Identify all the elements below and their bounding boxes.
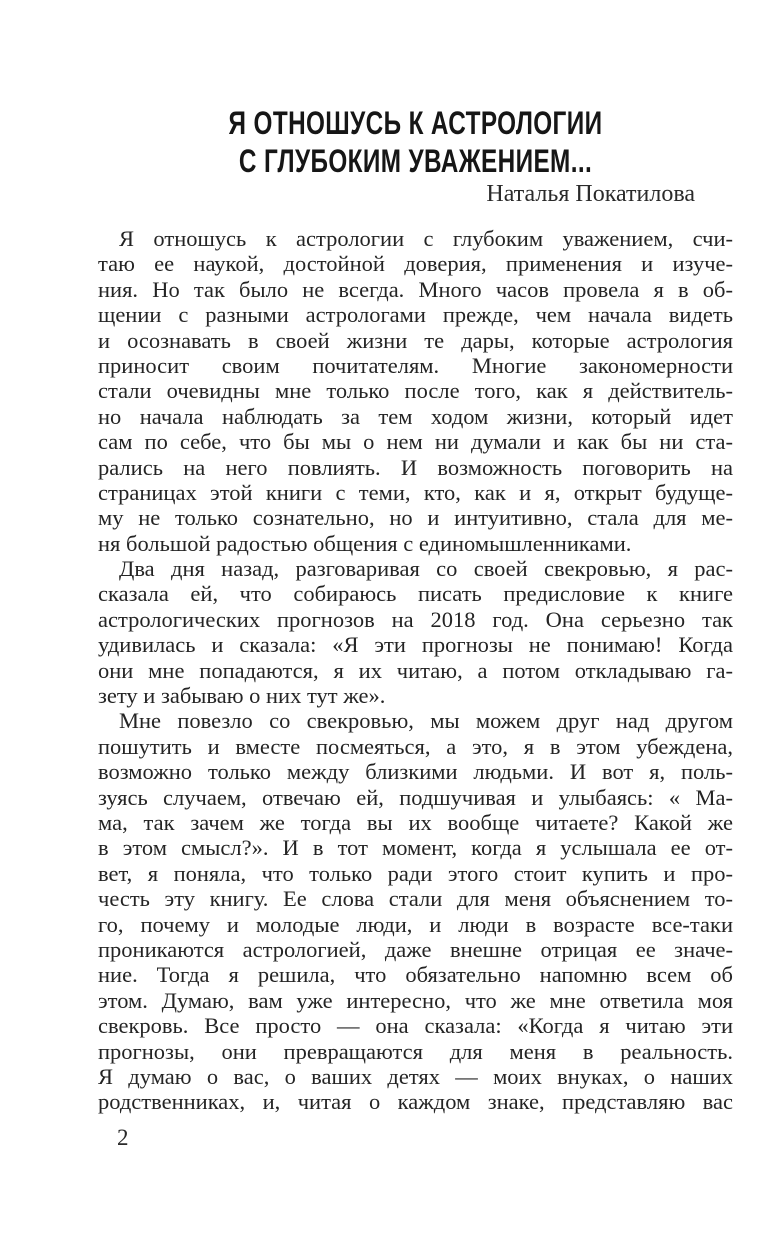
text-line: возможно только между близкими людьми. И вот я, поль- <box>98 759 733 785</box>
text-line: ня большой радостью общения с единомышленниками. <box>98 530 632 556</box>
text-line: вет, я поняла, что только ради этого стоит купить и про- <box>98 860 733 886</box>
page-number: 2 <box>117 1125 129 1150</box>
text-line: сам по себе, что бы мы о нем ни думали и как бы ни ста- <box>98 429 733 455</box>
text-line: зуясь случаем, отвечаю ей, подшучивая и улыбаясь: « Ма- <box>98 784 733 810</box>
text-line: удивилась и сказала: «Я эти прогнозы не понимаю! Когда <box>98 632 733 658</box>
text-line: рались на него повлиять. И возможность поговорить на <box>98 454 733 480</box>
text-line: Я думаю о вас, о ваших детях — моих внуках, о наших <box>98 1063 733 1089</box>
chapter-title <box>174 104 657 180</box>
text-line: Я отношусь к астрологии с глубоким уважением, счи- <box>119 226 733 251</box>
text-line: в этом смысл?». И в тот момент, когда я услышала ее от- <box>98 835 733 861</box>
text-line: щении с разными астрологами прежде, чем начала видеть <box>98 302 733 328</box>
text-line: но начала наблюдать за тем ходом жизни, который идет <box>98 403 733 429</box>
paragraph <box>98 226 733 556</box>
text-line: честь эту книгу. Ее слова стали для меня объяснением то- <box>98 886 733 912</box>
paragraph <box>98 556 733 708</box>
text-line: свекровь. Все просто — она сказала: «Когда я читаю эти <box>98 1013 733 1039</box>
text-line: ма, так зачем же тогда вы их вообще читаете? Какой же <box>98 809 733 835</box>
paragraph <box>98 708 733 1114</box>
text-line: го, почему и молодые люди, и люди в возрасте все-таки <box>98 911 733 937</box>
text-line: прогнозы, они превращаются для меня в реальность. <box>98 1038 733 1064</box>
text-line: ние. Тогда я решила, что обязательно напомню всем об <box>98 962 733 988</box>
text-line: проникаются астрологией, даже внешне отрицая ее значе- <box>98 936 733 962</box>
text-line: родственниках, и, читая о каждом знаке, представляю вас <box>98 1089 733 1115</box>
text-line: Мне повезло со свекровью, мы можем друг над другом <box>119 708 733 734</box>
text-line: ния. Но так было не всегда. Много часов провела я в об- <box>98 276 733 302</box>
author-byline: Наталья Покатилова <box>486 181 695 207</box>
text-line: зету и забываю о них тут же». <box>98 683 386 709</box>
text-line: этом. Думаю, вам уже интересно, что же мне ответила моя <box>98 987 733 1013</box>
chapter-title-line: Я ОТНОШУСЬ К АСТРОЛОГИИ <box>228 105 603 141</box>
text-line: стали очевидны мне только после того, как я действитель- <box>98 378 733 404</box>
chapter-title-line: С ГЛУБОКИМ УВАЖЕНИЕМ... <box>238 143 593 179</box>
text-line: сказала ей, что собираюсь писать предисловие к книге <box>98 581 733 607</box>
text-line: они мне попадаются, я их читаю, а потом откладываю га- <box>98 657 733 683</box>
text-line: пошутить и вместе посмеяться, а это, я в этом убеждена, <box>98 733 733 759</box>
page-content <box>98 0 733 1115</box>
text-line: таю ее наукой, достойной доверия, применения и изуче- <box>98 251 733 277</box>
text-line: страницах этой книги с теми, кто, как и я, открыт будуще- <box>98 479 733 505</box>
body-text <box>98 226 733 1115</box>
text-line: и осознавать в своей жизни те дары, которые астрология <box>98 327 733 353</box>
text-line: му не только сознательно, но и интуитивно, стала для ме- <box>98 505 733 531</box>
text-line: Два дня назад, разговаривая со своей свекровью, я рас- <box>119 556 733 582</box>
text-line: астрологических прогнозов на 2018 год. Она серьезно так <box>98 606 733 632</box>
text-line: приносит своим почитателям. Многие закономерности <box>98 352 733 378</box>
